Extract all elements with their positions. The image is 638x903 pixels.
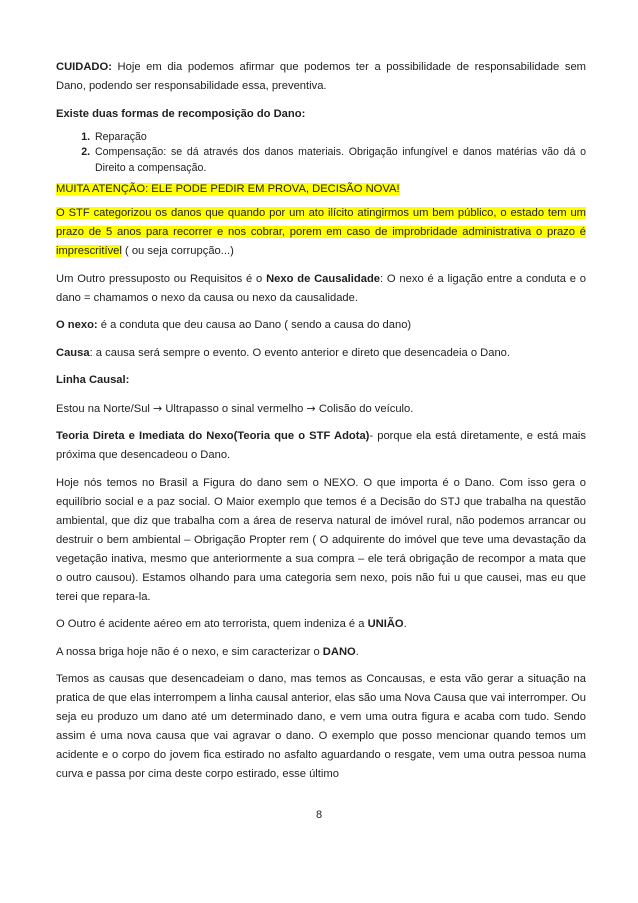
paragraph-linha-causal-example [56,399,586,419]
o-nexo-term: O nexo: [56,319,98,331]
paragraph-causa [56,344,586,363]
paragraph-nexo-causalidade [56,270,586,308]
page-number: 8 [315,809,323,821]
cuidado-label: CUIDADO: [56,61,112,73]
linha-part-1: Estou na Norte/Sul [56,402,154,415]
linha-part-3: Colisão do veículo. [315,402,414,415]
paragraph-linha-causal: Linha Causal: [56,374,130,386]
arrow-right-icon: → [306,401,316,415]
paragraph-stf [56,204,586,261]
paragraph-o-nexo [56,316,586,335]
paragraph-dano [56,643,586,662]
o-nexo-text: é a conduta que deu causa ao Dano ( sendo a causa do dano) [97,319,412,331]
list-item: 1. Reparação [93,130,586,146]
document-page [56,58,586,793]
causa-text: : a causa será sempre o evento. O evento anterior e direto que desencadeia o Dano. [89,346,511,359]
teoria-direta-text: - porque ela está diretamente, e está mais próxima que desencadeou o Dano. [56,430,586,461]
cuidado-text: Hoje em dia podemos afirmar que podemos ter a possibilidade de responsabilidade sem Dano, podendo ser responsabilidade essa, preventiva. [56,61,586,92]
dano-after: . [355,645,359,658]
linha-part-2: Ultrapasso o sinal vermelho [162,402,307,415]
teoria-direta-term: Teoria Direta e Imediata do Nexo(Teoria que o STF Adota) [56,430,370,442]
dano-term: DANO [322,645,356,658]
paragraph-recomposicao-heading: Existe duas formas de recomposição do Dano: [56,107,306,120]
nexo-causalidade-after: : O nexo é a ligação entre a conduta e o dano = chamamos o nexo da causa ou nexo da causalidade. [56,272,586,304]
uniao-term: UNIÃO [367,618,404,630]
arrow-right-icon: → [153,401,163,415]
stf-highlight: O STF categorizou os danos que quando por um ato ilícito atingirmos um bem público, o estado tem um prazo de 5 anos para recorrer e nos cobrar, porem em caso de improbridade administrativa o prazo é imprescritível [56,207,586,257]
paragraph-cuidado [56,58,586,96]
dano-before: A nossa briga hoje não é o nexo, e sim caracterizar o [56,645,323,658]
uniao-before: O Outro é acidente aéreo em ato terrorista, quem indeniza é a [56,618,368,630]
uniao-after: . [403,618,407,630]
paragraph-teoria-direta [56,427,586,465]
list-item: 2. Compensação: se dá através dos danos materiais. Obrigação infungível e danos matérias vão dá o Direito a compensação. [93,145,586,176]
paragraph-atencao [56,180,586,199]
nexo-causalidade-before: Um Outro pressuposto ou Requisitos é o [56,272,267,285]
paragraph-dano-sem-nexo: Hoje nós temos no Brasil a Figura do dano sem o NEXO. O que importa é o Dano. Com isso gera o equilíbrio social e a paz social. O Maior exemplo que temos é a Decisão do STJ que trabalha na questão ambiental, que diz que trabalha com a área de reserva natural de imóvel rural, não podemos arrancar ou destruir o bem ambiental – Obrigação Propter rem ( O adquirente do imóvel que teve uma devastação da vegetação inativa, mesmo que anteriormente a sua compra – ele terá obrigação de recompor a mata que o outro causou). Estamos olhando para uma categoria sem nexo, pois não fui u que causei, mas eu que terei que repara-la. [56,476,586,603]
paragraph-concausas: Temos as causas que desencadeiam o dano, mas temos as Concausas, e esta vão gerar a situação na pratica de que elas interrompem a linha causal anterior, elas são uma Nova Causa que vai interromper. Ou seja eu produzo um dano até um determinado dano, e vem uma outra figura e acaba com tudo. Sendo assim é uma nova causa que vai agravar o dano. O exemplo que posso mencionar quando temos um acidente e o corpo do jovem fica estirado no asfalto aguardando o resgate, vem uma outra pessoa numa curva e passa por cima deste corpo estirado, esse último [56,673,586,780]
recomposicao-list [56,130,586,177]
paragraph-uniao [56,615,586,634]
stf-rest: ( ou seja corrupção...) [121,245,234,257]
nexo-causalidade-term: Nexo de Causalidade [266,272,381,285]
atencao-highlight: MUITA ATENÇÃO: ELE PODE PEDIR EM PROVA, DECISÃO NOVA! [56,183,400,195]
causa-term: Causa [56,346,90,359]
